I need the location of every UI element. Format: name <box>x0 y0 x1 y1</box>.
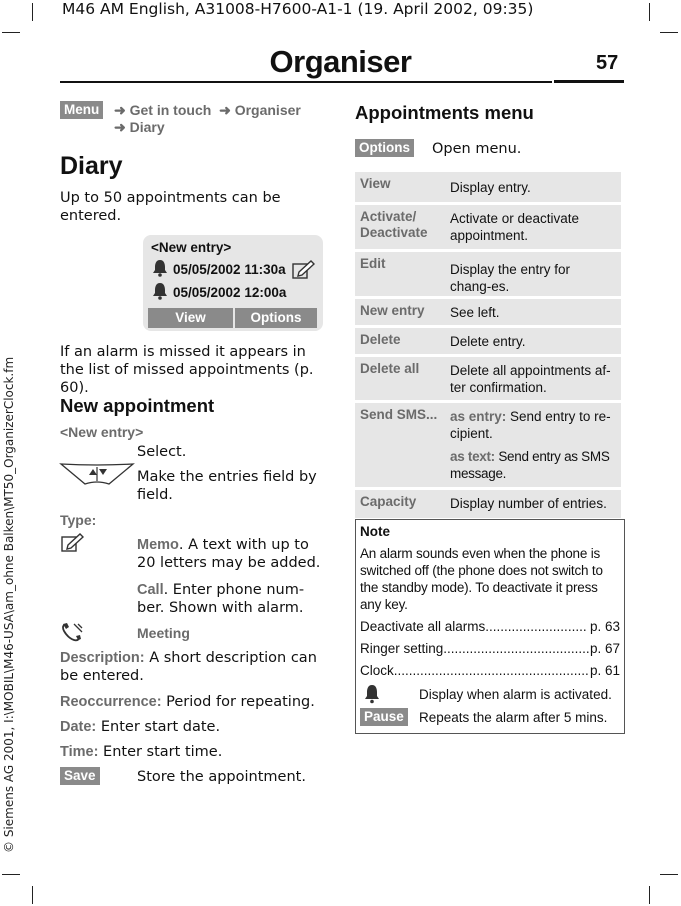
diary-intro: Up to 50 appointments can be entered. <box>60 190 281 224</box>
send-as-text[interactable] <box>450 448 615 482</box>
crop-mark <box>32 3 33 21</box>
menu-key-send-sms: Send SMS... <box>360 407 438 422</box>
page-number: 57 <box>596 52 619 74</box>
ref-ringer-setting[interactable] <box>360 640 620 657</box>
date-label: Date: <box>60 719 97 735</box>
pause-note-text: Repeats the alarm after 5 mins. <box>419 710 608 725</box>
memo-icon <box>291 260 315 280</box>
bell-icon <box>151 259 169 277</box>
menu-row-send-sms[interactable] <box>355 403 621 487</box>
nav-key-icon[interactable] <box>59 462 135 486</box>
menu-row-delete[interactable] <box>355 328 621 354</box>
ref-deactivate-alarms[interactable] <box>360 618 620 635</box>
send-as-entry-text: Send entry to re-cipient. <box>450 409 611 441</box>
page-number-rule <box>554 80 624 83</box>
menu-row-capacity[interactable] <box>355 490 621 518</box>
save-key[interactable]: Save <box>60 767 100 785</box>
menu-value: Delete entry. <box>450 334 526 349</box>
ref-label: Clock <box>360 663 394 678</box>
arrow-icon: ➜ <box>114 102 126 118</box>
page-title: Organiser <box>269 44 412 79</box>
memo-label: Memo <box>137 537 179 553</box>
menu-key-delete-all: Delete all <box>360 361 420 376</box>
select-text: Select. <box>137 444 187 460</box>
bell-note <box>360 684 620 706</box>
fields-text: Make the entries field by field. <box>137 469 317 503</box>
arrow-icon: ➜ <box>219 102 231 118</box>
running-head: M46 AM English, A31008-H7600-A1-1 (19. April 2002, 09:35) <box>62 0 534 18</box>
crop-mark <box>649 3 650 21</box>
description-text: A short description can be entered. <box>60 650 317 684</box>
menu-value <box>445 403 621 487</box>
note-text: An alarm sounds even when the phone is switched off (the phone does not switch to the standby mode). To deactivate it press any key. <box>360 546 603 612</box>
reoccurrence-text: Period for repeating. <box>161 694 315 710</box>
bell-note-text: Display when alarm is activated. <box>419 687 612 702</box>
crop-mark <box>2 874 20 875</box>
send-as-text-text: Send entry as SMS message. <box>450 449 610 481</box>
memo-text: . A text with up to 20 letters may be added. <box>137 537 321 571</box>
send-as-entry[interactable] <box>450 408 615 442</box>
menu-value: Display entry. <box>450 180 531 195</box>
softkey-view[interactable]: View <box>148 308 233 328</box>
crop-mark <box>649 886 650 904</box>
menu-key-activate: Activate/ Deactivate <box>360 209 428 240</box>
reoccurrence-label: Reoccurrence: <box>60 694 162 710</box>
leader-dots <box>443 640 590 657</box>
options-key[interactable]: Options <box>355 139 414 157</box>
menu-row-edit[interactable] <box>355 252 621 296</box>
send-as-entry-label: as entry: <box>450 409 507 424</box>
crop-mark <box>660 32 678 33</box>
date-text: Enter start date. <box>96 719 221 735</box>
side-copyright: © Siemens AG 2001, I:\MOBIL\M46-USA\am_ohne Balken\MT50_OrganizerClock.fm <box>2 356 16 853</box>
menu-value: Delete all appointments af-ter confirmation. <box>450 363 611 395</box>
menu-row-delete-all[interactable] <box>355 357 621 400</box>
ref-label: Deactivate all alarms <box>360 619 486 634</box>
menu-key-delete: Delete <box>360 332 401 347</box>
diary-heading: Diary <box>60 152 123 180</box>
bell-icon <box>363 684 381 704</box>
type-label: Type: <box>60 512 97 528</box>
note-box <box>355 519 625 734</box>
pause-note <box>360 706 620 728</box>
bell-icon <box>151 282 169 300</box>
memo-icon <box>60 533 84 553</box>
time-line <box>60 743 222 761</box>
send-as-text-label: as text: <box>450 449 495 464</box>
ref-clock[interactable] <box>360 662 620 679</box>
nav-path-line2 <box>114 119 165 136</box>
nav-step-organiser[interactable]: Organiser <box>234 102 301 118</box>
menu-value: Activate or deactivate appointment. <box>450 211 580 243</box>
reoccurrence-line <box>60 693 322 711</box>
missed-text: If an alarm is missed it appears in the list of missed appointments (p. 60). <box>60 344 314 396</box>
leader-dots <box>394 662 590 679</box>
menu-row-activate[interactable] <box>355 205 621 249</box>
time-label: Time: <box>60 744 99 760</box>
nav-path-line1 <box>114 102 301 119</box>
screen-entry-1[interactable]: 05/05/2002 11:30a <box>173 262 286 277</box>
ref-page: p. 67 <box>589 641 620 656</box>
ref-page: p. 63 <box>589 619 620 634</box>
title-rule <box>60 81 552 83</box>
arrow-icon: ➜ <box>114 119 126 135</box>
menu-row-view[interactable] <box>355 172 621 202</box>
meeting-label: Meeting <box>137 625 190 641</box>
screen-entry-2[interactable]: 05/05/2002 12:00a <box>173 285 287 300</box>
ref-page: p. 61 <box>589 663 620 678</box>
menu-key[interactable]: Menu <box>60 101 103 119</box>
menu-value: See left. <box>450 305 500 320</box>
memo-desc <box>137 536 323 572</box>
note-title: Note <box>360 524 390 539</box>
date-line <box>60 718 220 736</box>
menu-value: Display the entry for chang-es. <box>450 262 571 294</box>
call-label: Call <box>137 582 164 598</box>
time-text: Enter start time. <box>98 744 223 760</box>
call-desc <box>137 581 323 617</box>
leader-dots <box>485 618 586 635</box>
menu-key-edit: Edit <box>360 256 386 271</box>
nav-step-diary[interactable]: Diary <box>129 119 165 135</box>
softkey-options[interactable]: Options <box>235 308 317 328</box>
menu-key-capacity: Capacity <box>360 494 417 509</box>
call-text: . Enter phone num-ber. Shown with alarm. <box>137 582 305 616</box>
nav-step-get-in-touch[interactable]: Get in touch <box>129 102 212 118</box>
appointments-menu-heading: Appointments menu <box>355 102 534 123</box>
phone-screen <box>143 235 323 331</box>
description-label: Description: <box>60 650 145 666</box>
menu-value: Display number of entries. <box>450 496 607 511</box>
menu-row-new-entry[interactable] <box>355 299 621 325</box>
save-text: Store the appointment. <box>137 769 306 785</box>
call-icon <box>60 621 84 643</box>
pause-key[interactable]: Pause <box>360 708 408 726</box>
menu-key-new-entry: New entry <box>360 303 425 318</box>
menu-table <box>355 172 621 521</box>
open-menu-text: Open menu. <box>432 141 522 157</box>
ref-label: Ringer setting <box>360 641 444 656</box>
crop-mark <box>32 886 33 904</box>
menu-key-view: View <box>360 176 391 191</box>
new-entry-label: <New entry> <box>60 424 144 440</box>
description-line <box>60 649 322 685</box>
new-appointment-heading: New appointment <box>60 395 215 416</box>
screen-header: <New entry> <box>151 240 232 255</box>
crop-mark <box>2 32 20 33</box>
crop-mark <box>660 874 678 875</box>
